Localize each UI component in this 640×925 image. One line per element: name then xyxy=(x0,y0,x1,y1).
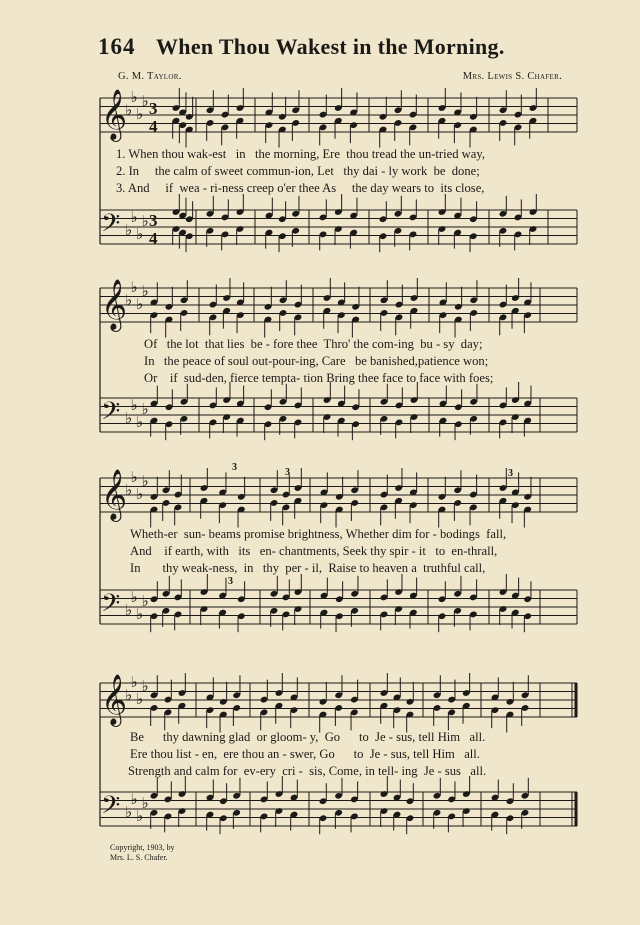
flat-icon: ♭ xyxy=(125,223,133,239)
flat-icon: ♭ xyxy=(141,94,149,110)
flat-icon: ♭ xyxy=(130,590,138,606)
triplet-mark: 3 xyxy=(232,462,237,473)
flat-icon: ♭ xyxy=(136,607,144,623)
flat-icon: ♭ xyxy=(136,809,144,825)
lyric-line: Strength and calm for ev-ery cri - sis, Come, in tell- ing Je - sus all. xyxy=(128,764,487,778)
flat-icon: ♭ xyxy=(136,297,144,313)
treble-clef-icon: 𝄞 xyxy=(101,675,128,724)
lyric-line: 2. In the calm of sweet commun-ion, Let thy dai - ly work be done; xyxy=(116,164,480,178)
flat-icon: ♭ xyxy=(130,210,138,226)
copyright-line: Mrs. L. S. Chafer. xyxy=(110,853,168,862)
triplet-mark: 3 xyxy=(508,468,513,479)
flat-icon: ♭ xyxy=(141,474,149,490)
time-signature-lower: 4 xyxy=(149,229,158,248)
hymn-title: When Thou Wakest in the Morning. xyxy=(156,34,505,59)
flat-icon: ♭ xyxy=(136,487,144,503)
author-credit: Mrs. Lewis S. Chafer. xyxy=(462,71,562,82)
flat-icon: ♭ xyxy=(130,792,138,808)
flat-icon: ♭ xyxy=(136,227,144,243)
flat-icon: ♭ xyxy=(141,796,149,812)
flat-icon: ♭ xyxy=(125,293,133,309)
lyrics-system-4 xyxy=(0,730,640,805)
bass-clef-icon: 𝄢 xyxy=(101,792,121,825)
flat-icon: ♭ xyxy=(125,483,133,499)
hymn-number: 164 xyxy=(98,34,136,59)
flat-icon: ♭ xyxy=(125,103,133,119)
copyright-notice xyxy=(110,843,174,863)
bass-clef-icon: 𝄢 xyxy=(101,210,121,243)
flat-icon: ♭ xyxy=(130,675,138,691)
lyrics-system-2 xyxy=(0,337,640,412)
flat-icon: ♭ xyxy=(130,398,138,414)
flat-icon: ♭ xyxy=(125,805,133,821)
time-signature-upper: 3 xyxy=(149,99,158,118)
treble-clef-icon: 𝄞 xyxy=(101,470,128,519)
lyric-line: And if earth, with its en- chantments, Seek thy spir - it to en-thrall, xyxy=(130,544,498,558)
flat-icon: ♭ xyxy=(136,692,144,708)
flat-icon: ♭ xyxy=(136,107,144,123)
flat-icon: ♭ xyxy=(125,411,133,427)
flat-icon: ♭ xyxy=(136,415,144,431)
lyric-line: Or if sud-den, fierce tempta- tion Bring thee face to face with foes; xyxy=(144,371,494,385)
lyric-line: In thy weak-ness, in thy per - il, Raise to heaven a truthful call, xyxy=(130,561,486,575)
flat-icon: ♭ xyxy=(141,402,149,418)
triplet-mark: 3 xyxy=(228,576,233,587)
flat-icon: ♭ xyxy=(141,679,149,695)
flat-icon: ♭ xyxy=(141,594,149,610)
composer-credit: G. M. Taylor. xyxy=(118,71,182,82)
flat-icon: ♭ xyxy=(141,284,149,300)
flat-icon: ♭ xyxy=(141,214,149,230)
flat-icon: ♭ xyxy=(130,90,138,106)
lyric-line: In the peace of soul out-pour-ing, Care be banished,patience won; xyxy=(144,354,489,368)
treble-clef-icon: 𝄞 xyxy=(101,90,128,139)
lyric-line: Of the lot that lies be - fore thee Thro' the com-ing bu - sy day; xyxy=(144,337,483,351)
time-signature-lower: 4 xyxy=(149,117,158,136)
lyrics-system-3 xyxy=(0,527,640,602)
lyric-line: 1. When thou wak-est in the morning, Ere thou tread the un-tried way, xyxy=(116,147,485,161)
time-signature-upper: 3 xyxy=(149,211,158,230)
flat-icon: ♭ xyxy=(125,603,133,619)
lyric-line: Be thy dawning glad or gloom- y, Go to Je - sus, tell Him all. xyxy=(130,730,486,744)
triplet-mark: 3 xyxy=(285,467,290,478)
bass-clef-icon: 𝄢 xyxy=(101,590,121,623)
lyric-line: Wheth-er sun- beams promise brightness, Whether dim for - bodings fall, xyxy=(130,527,507,541)
treble-clef-icon: 𝄞 xyxy=(101,280,128,329)
lyric-line: 3. And if wea - ri-ness creep o'er thee As the day wears to its close, xyxy=(116,181,485,195)
copyright-line: Copyright, 1903, by xyxy=(110,843,175,852)
flat-icon: ♭ xyxy=(130,280,138,296)
bass-clef-icon: 𝄢 xyxy=(101,398,121,431)
lyric-line: Ere thou list - en, ere thou an - swer, Go to Je - sus, tell Him all. xyxy=(130,747,480,761)
lyrics-system-1 xyxy=(0,147,640,222)
flat-icon: ♭ xyxy=(125,688,133,704)
flat-icon: ♭ xyxy=(130,470,138,486)
